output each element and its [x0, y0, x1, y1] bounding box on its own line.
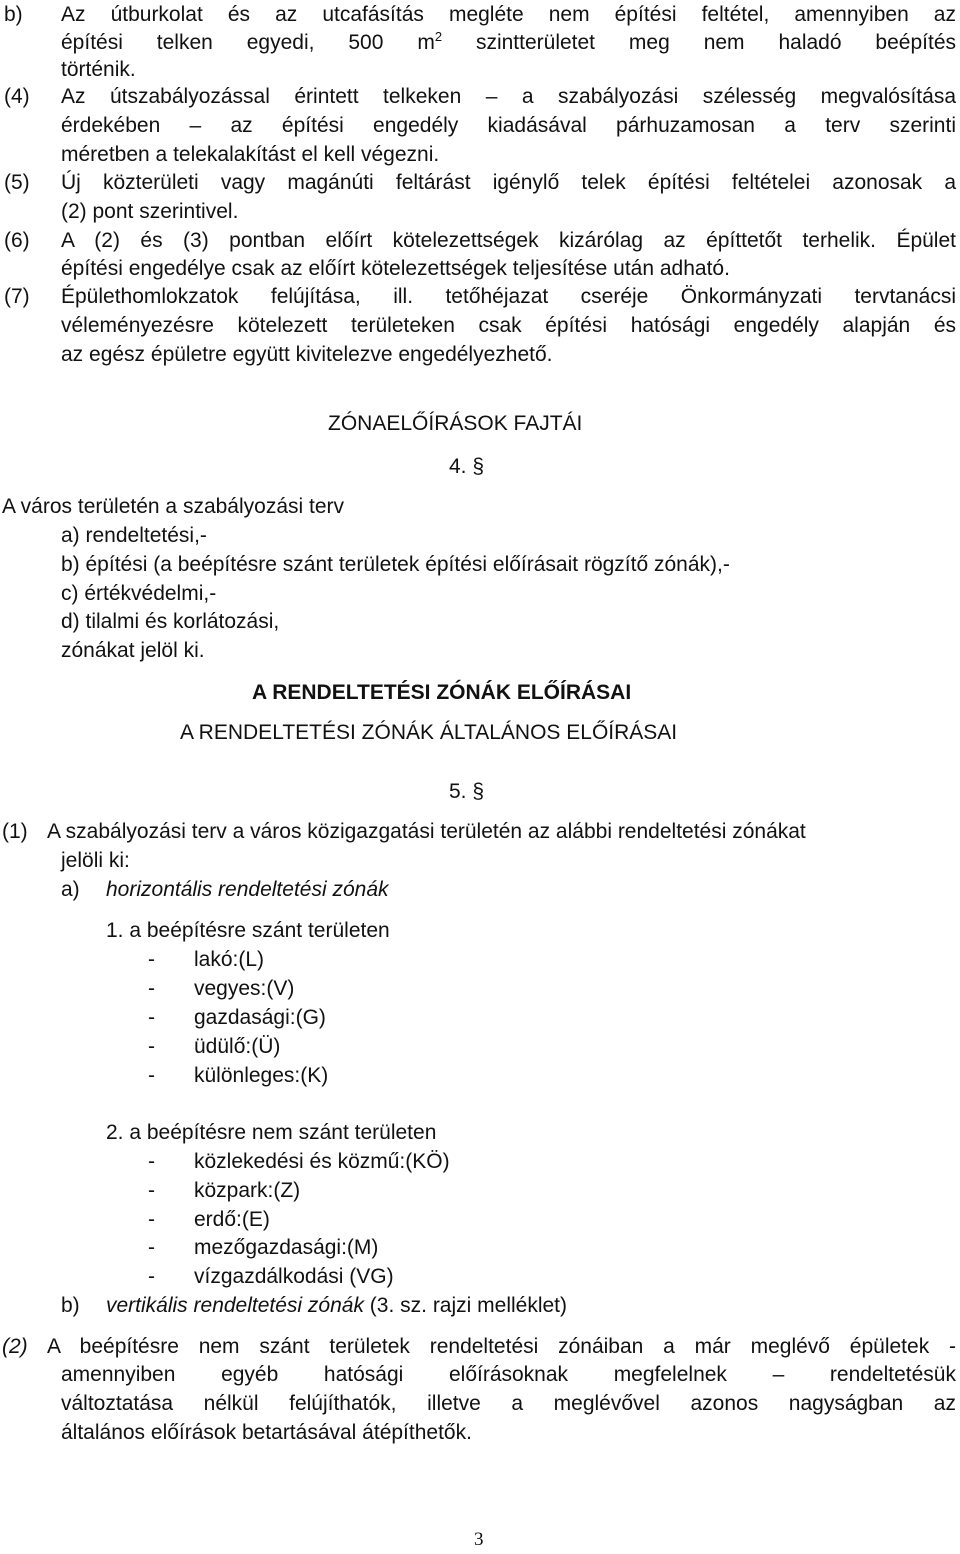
text-part: építési telken egyedi, 500 m — [61, 31, 435, 54]
dash: - — [148, 977, 155, 1000]
subitem-a — [61, 875, 389, 904]
item-text-italic: vertikális rendeltetési zónák — [106, 1294, 364, 1317]
list-item — [148, 1205, 270, 1234]
text-line: amennyiben egyéb hatósági előírásoknak megfelelnek – rendeltetésük — [61, 1363, 956, 1386]
page-number: 3 — [474, 1529, 484, 1550]
item-text — [106, 1291, 567, 1320]
text-line — [61, 28, 956, 57]
text-line: véleményezésre kötelezett területeken csak építési hatósági engedély alapján és — [61, 314, 956, 337]
list-closing: zónákat jelöl ki. — [61, 639, 205, 662]
group-title: 1. a beépítésre szánt területen — [106, 919, 390, 942]
group-title: 2. a beépítésre nem szánt területen — [106, 1121, 437, 1144]
item-marker: (1) — [2, 820, 28, 843]
text-line: (2) pont szerintivel. — [61, 200, 239, 223]
subitem-b — [61, 1291, 568, 1320]
list-item — [148, 1061, 329, 1090]
list-item — [148, 974, 295, 1003]
item-marker: (4) — [4, 85, 30, 108]
text-line: az egész épületre együtt kivitelezve engedélyezhető. — [61, 343, 553, 366]
list-item — [148, 1003, 326, 1032]
list-item — [148, 1176, 301, 1205]
list-item — [148, 1262, 394, 1291]
text-line: Az útburkolat és az utcafásítás megléte nem építési feltétel, amennyiben az — [61, 3, 956, 26]
dash: - — [148, 948, 155, 971]
text-line: Épülethomlokzatok felújítása, ill. tetőhéjazat cseréje Önkormányzati tervtanácsi — [61, 285, 956, 308]
text-line: általános előírások betartásával átépíthetők. — [61, 1421, 472, 1444]
item-marker: b) — [4, 3, 23, 26]
text-line: építési engedélye csak az előírt kötelezettségek teljesítése után adható. — [61, 257, 730, 280]
list-item: b) építési (a beépítésre szánt területek építési előírásait rögzítő zónák),- — [61, 553, 730, 576]
text-line: történik. — [61, 58, 136, 81]
text-line: Új közterületi vagy magánúti feltárást igénylő telek építési feltételei azonosak a — [61, 171, 956, 194]
dash: - — [148, 1035, 155, 1058]
item-text: közpark:(Z) — [194, 1179, 301, 1202]
text-line: Az útszabályozással érintett telkeken – a szabályozási szélesség megvalósítása — [61, 85, 956, 108]
text-line: A (2) és (3) pontban előírt kötelezettségek kizárólag az építtetőt terhelik. Épület — [61, 229, 956, 252]
text-line: A szabályozási terv a város közigazgatási területén az alábbi rendeltetési zónákat — [47, 820, 806, 843]
item-text: horizontális rendeltetési zónák — [106, 878, 389, 901]
item-marker: (5) — [4, 171, 30, 194]
text-line: érdekében – az építési engedély kiadásával párhuzamosan a terv szerinti — [61, 114, 956, 137]
item-text: lakó:(L) — [194, 948, 265, 971]
item-marker: (7) — [4, 285, 30, 308]
dash: - — [148, 1006, 155, 1029]
text-line: A beépítésre nem szánt területek rendeltetési zónáiban a már meglévő épületek - — [47, 1335, 956, 1358]
text-line: méretben a telekalakítást el kell végezni. — [61, 143, 440, 166]
dash: - — [148, 1179, 155, 1202]
list-item — [148, 1147, 450, 1176]
item-text: vegyes:(V) — [194, 977, 295, 1000]
section-heading-bold: A RENDELTETÉSI ZÓNÁK ELŐÍRÁSAI — [252, 681, 632, 704]
item-marker: (2) — [2, 1335, 28, 1358]
list-item: a) rendeltetési,- — [61, 524, 207, 547]
item-text: különleges:(K) — [194, 1064, 329, 1087]
item-text: gazdasági:(G) — [194, 1006, 326, 1029]
item-text-rest: (3. sz. rajzi melléklet) — [363, 1294, 568, 1317]
dash: - — [148, 1150, 155, 1173]
text-line: változtatása nélkül felújíthatók, illetve a meglévővel azonos nagyságban az — [61, 1392, 956, 1415]
section-number: 5. § — [449, 780, 485, 803]
list-item — [148, 945, 265, 974]
item-marker: b) — [61, 1294, 80, 1317]
dash: - — [148, 1064, 155, 1087]
dash: - — [148, 1236, 155, 1259]
item-marker: (6) — [4, 229, 30, 252]
item-text: erdő:(E) — [194, 1208, 270, 1231]
item-text: közlekedési és közmű:(KÖ) — [194, 1150, 450, 1173]
section-heading: ZÓNAELŐÍRÁSOK FAJTÁI — [328, 412, 583, 435]
text-line: jelöli ki: — [61, 849, 130, 872]
list-item: c) értékvédelmi,- — [61, 582, 217, 605]
list-item: d) tilalmi és korlátozási, — [61, 610, 280, 633]
intro-text: A város területén a szabályozási terv — [2, 495, 345, 518]
item-text: üdülő:(Ü) — [194, 1035, 281, 1058]
item-text: vízgazdálkodási (VG) — [194, 1265, 394, 1288]
dash: - — [148, 1208, 155, 1231]
list-item — [148, 1032, 281, 1061]
item-marker: a) — [61, 878, 80, 901]
dash: - — [148, 1265, 155, 1288]
section-subheading: A RENDELTETÉSI ZÓNÁK ÁLTALÁNOS ELŐÍRÁSAI — [180, 721, 678, 744]
item-text: mezőgazdasági:(M) — [194, 1236, 379, 1259]
text-part: szintterületet meg nem haladó beépítés — [442, 31, 956, 54]
section-number: 4. § — [449, 455, 485, 478]
list-item — [148, 1233, 379, 1262]
superscript: 2 — [434, 29, 443, 44]
